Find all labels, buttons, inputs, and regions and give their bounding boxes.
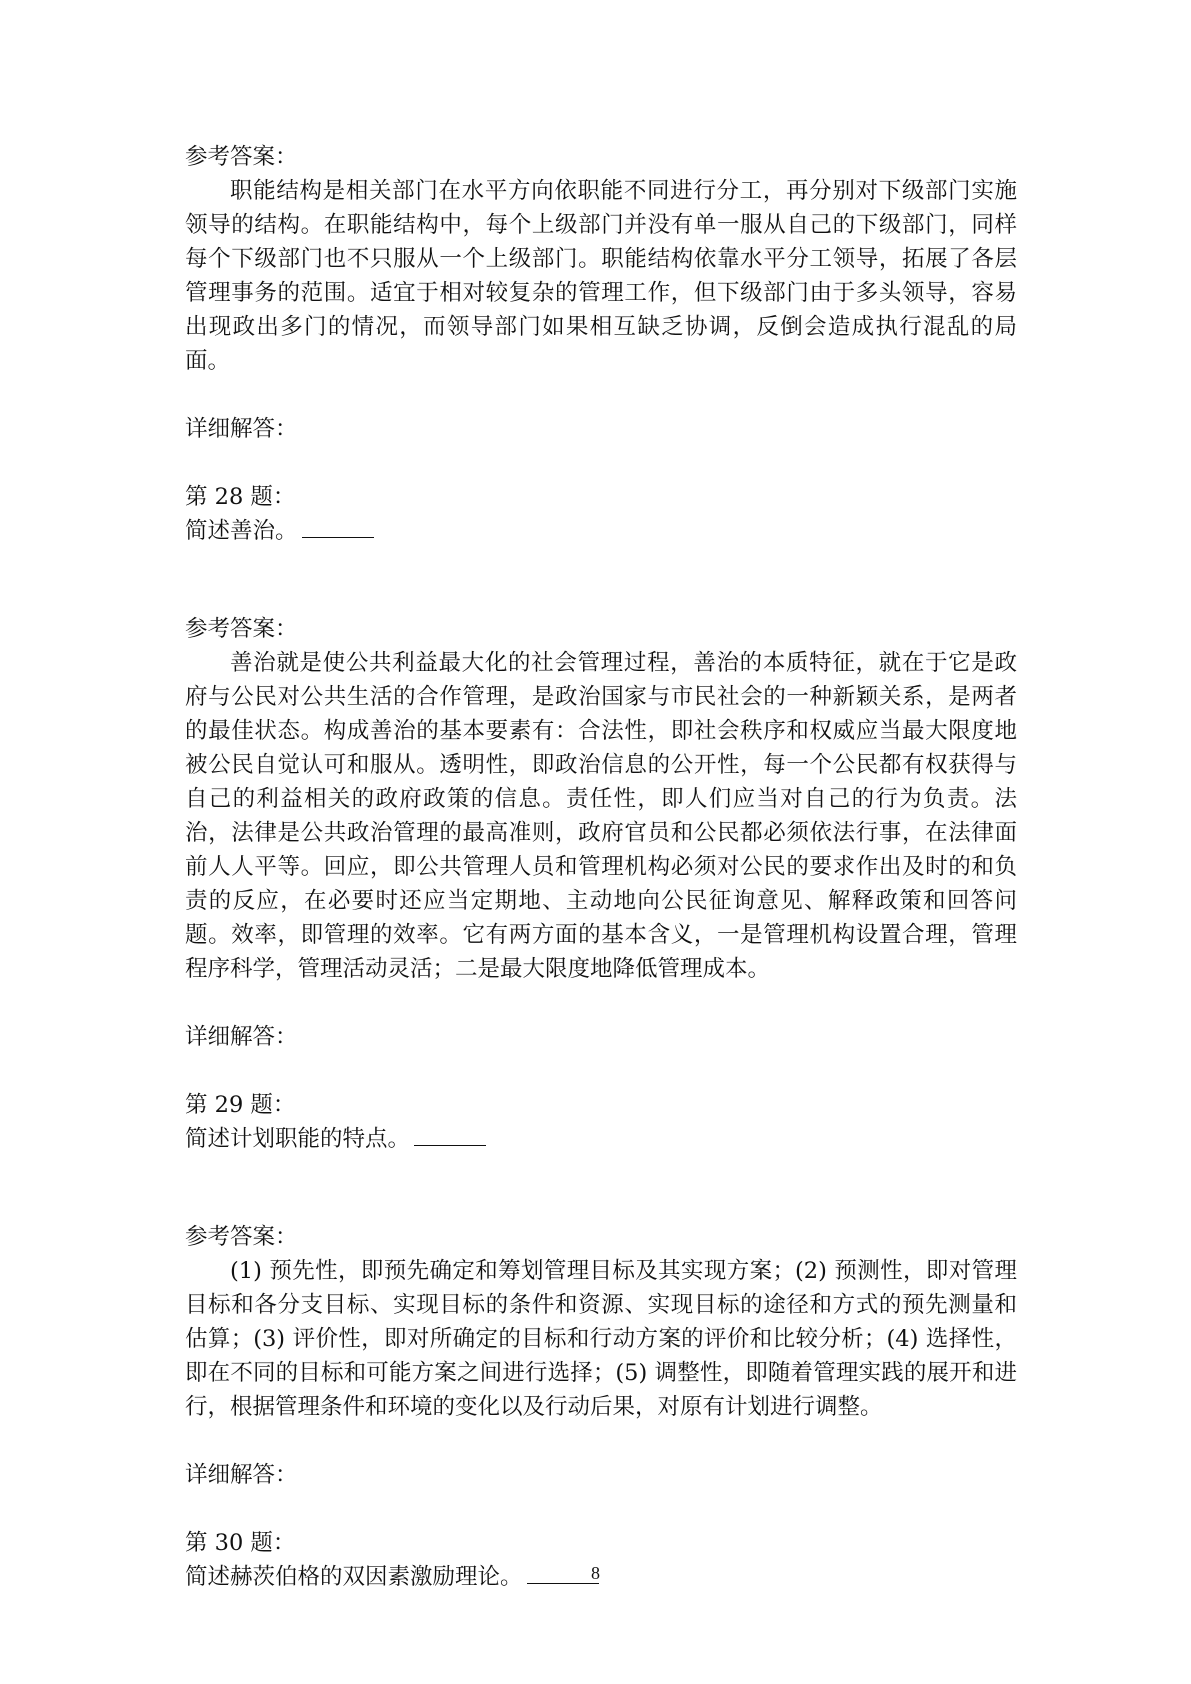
- spacer: [185, 1054, 1017, 1088]
- spacer: [185, 1424, 1017, 1458]
- question-number: 第 28 题：: [185, 484, 296, 510]
- page-content: [185, 140, 1017, 1594]
- answer-text: (1) 预先性，即预先确定和筹划管理目标及其实现方案；(2) 预测性，即对管理目标和各分支目标、实现目标的条件和资源、实现目标的途径和方式的预先测量和估算；(3) 评价性，即对所确定的目标和行动方案的评价和比较分析；(4) 选择性，即在不同的目标和可能方案之间进行选择；(5) 调整性，即随着管理实践的展开和进行，根据管理条件和环境的变化以及行动后果，对原有计划进行调整。: [185, 1258, 1017, 1420]
- detail-label: 详细解答：: [185, 1462, 298, 1488]
- answer-label: 参考答案：: [185, 616, 298, 642]
- spacer: [185, 1156, 1017, 1220]
- answer-label: 参考答案：: [185, 144, 298, 170]
- question-number: 第 30 题：: [185, 1530, 296, 1556]
- answer-text: 善治就是使公共利益最大化的社会管理过程，善治的本质特征，就在于它是政府与公民对公共生活的合作管理，是政治国家与市民社会的一种新颖关系，是两者的最佳状态。构成善治的基本要素有：合法性，即社会秩序和权威应当最大限度地被公民自觉认可和服从。透明性，即政治信息的公开性，每一个公民都有权获得与自己的利益相关的政府政策的信息。责任性，即人们应当对自己的行为负责。法治，法律是公共政治管理的最高准则，政府官员和公民都必须依法行事，在法律面前人人平等。回应，即公共管理人员和管理机构必须对公民的要求作出及时的和负责的反应，在必要时还应当定期地、主动地向公民征询意见、解释政策和回答问题。效率，即管理的效率。它有两方面的基本含义，一是管理机构设置合理，管理程序科学，管理活动灵活；二是最大限度地降低管理成本。: [185, 650, 1017, 982]
- question-text-body: 简述赫茨伯格的双因素激励理论。: [185, 1564, 523, 1590]
- answer-label: 参考答案：: [185, 1224, 298, 1250]
- answer-blank: [414, 1123, 486, 1146]
- answer-blank: [302, 515, 374, 538]
- question-text: [185, 1122, 1017, 1156]
- spacer: [185, 548, 1017, 612]
- question-number: 第 29 题：: [185, 1092, 296, 1118]
- detail-label: 详细解答：: [185, 416, 298, 442]
- page-number: 8: [591, 1563, 600, 1583]
- answer-text: 职能结构是相关部门在水平方向依职能不同进行分工，再分别对下级部门实施领导的结构。在职能结构中，每个上级部门并没有单一服从自己的下级部门，同样每个下级部门也不只服从一个上级部门。职能结构依靠水平分工领导，拓展了各层管理事务的范围。适宜于相对较复杂的管理工作，但下级部门由于多头领导，容易出现政出多门的情况，而领导部门如果相互缺乏协调，反倒会造成执行混乱的局面。: [185, 178, 1017, 374]
- question-text-body: 简述计划职能的特点。: [185, 1126, 411, 1152]
- question-text-body: 简述善治。: [185, 518, 298, 544]
- detail-label: 详细解答：: [185, 1024, 298, 1050]
- spacer: [185, 1492, 1017, 1526]
- spacer: [185, 446, 1017, 480]
- spacer: [185, 986, 1017, 1020]
- question-text: [185, 514, 1017, 548]
- spacer: [185, 378, 1017, 412]
